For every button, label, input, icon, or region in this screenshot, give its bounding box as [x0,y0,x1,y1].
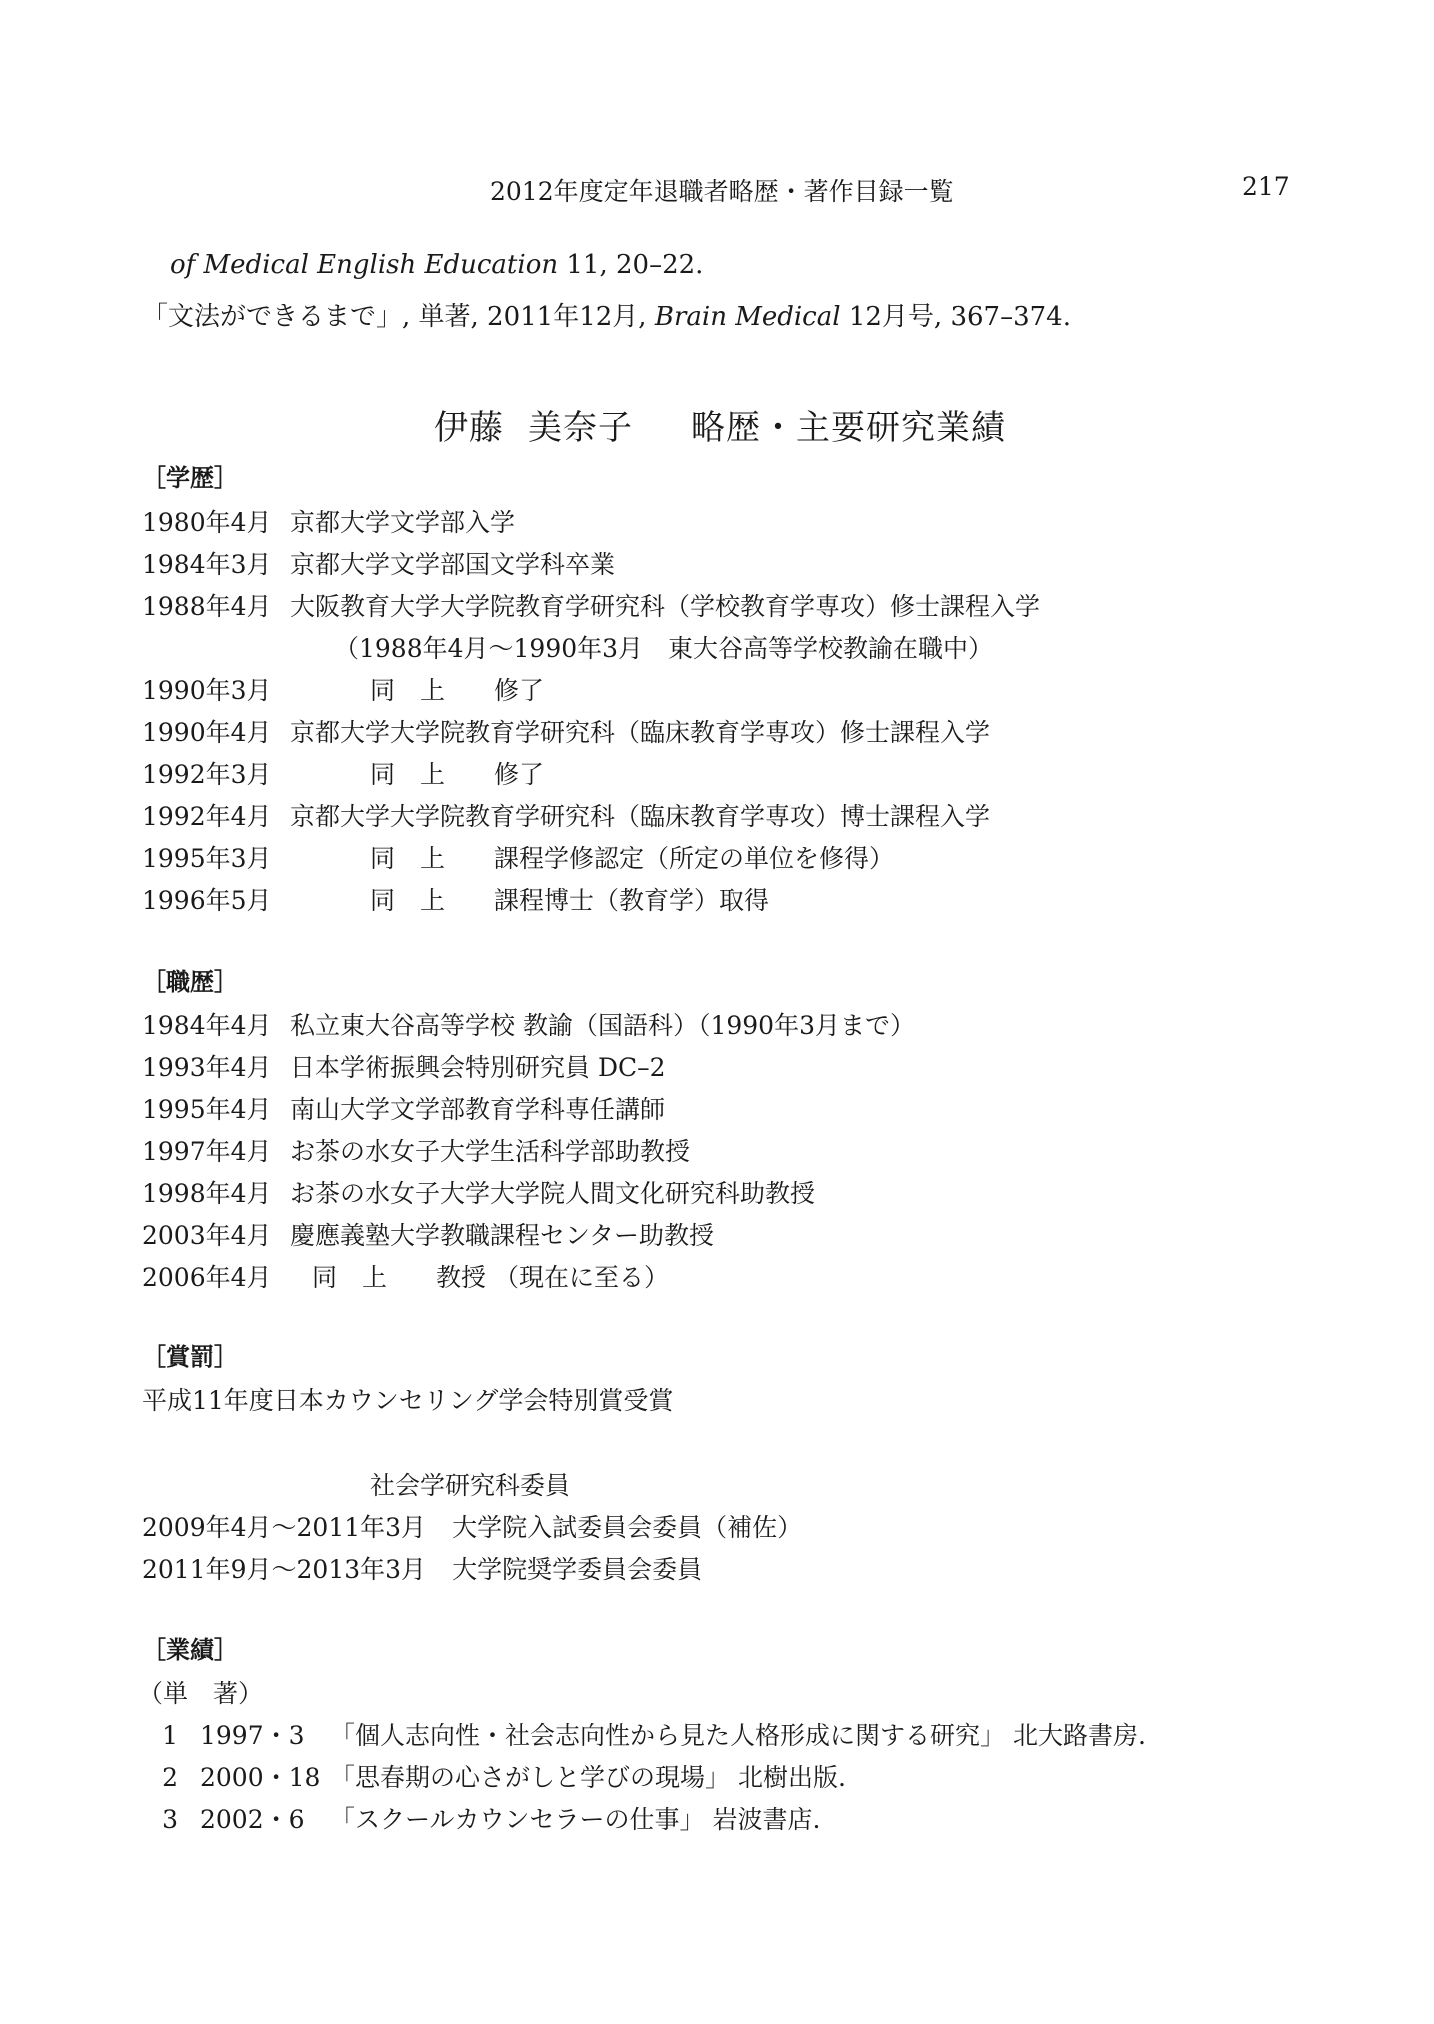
award-line: 平成11年度日本カウンセリング学会特別賞受賞 [142,1386,674,1415]
education-row [142,839,894,875]
row-date: 1992年3月 [142,760,272,789]
career-row [142,1048,666,1084]
row-date: 1998年4月 [142,1179,272,1208]
pub-text: 「スクールカウンセラーの仕事」 岩波書店. [330,1805,821,1834]
row-same: 同 上 [370,844,446,873]
pub-year: 2002・6 [200,1805,305,1834]
row-same: 同 上 [370,760,446,789]
row-text: 大学院入試委員会委員（補佐） [452,1513,803,1542]
education-row [142,755,544,791]
row-date: 1996年5月 [142,886,272,915]
row-text: 私立東大谷高等学校 教諭（国語科）（1990年3月まで） [290,1011,915,1040]
committee-row [142,1550,702,1586]
pub-number: 3 [162,1805,178,1834]
pub-number: 1 [162,1721,178,1750]
journal-title: of Medical English Education [170,250,559,280]
publication-item [138,1800,820,1836]
publication-item [138,1758,846,1794]
row-date: 1993年4月 [142,1053,272,1082]
work-entry-pre: 「文法ができるまで」, 単著, 2011年12月, [142,302,655,332]
row-date: 2011年9月～2013年3月 [142,1555,427,1584]
journal-title-2: Brain Medical [654,302,841,332]
row-text: 大学院奨学委員会委員 [452,1555,703,1584]
pub-year: 1997・3 [200,1721,305,1750]
row-date: 1990年4月 [142,718,272,747]
row-same: 同 上 [370,676,446,705]
journal-citation: 11, 20–22. [558,250,704,280]
education-row [142,881,769,917]
section-title-career: ［職歴］ [142,968,238,996]
row-date: 1990年3月 [142,676,272,705]
education-row [142,671,544,707]
continuation-line-1 [170,250,703,280]
continuation-line-2 [142,296,1071,333]
publication-item [138,1716,1146,1752]
row-date: 1980年4月 [142,508,272,537]
education-note: （1988年4月～1990年3月 東大谷高等学校教諭在職中） [334,634,994,663]
pub-text: 「思春期の心さがしと学びの現場」 北樹出版. [330,1763,846,1792]
career-row [142,1090,665,1126]
section-title-works: ［業績］ [142,1636,238,1664]
row-date: 1984年4月 [142,1011,272,1040]
career-row [142,1174,815,1210]
row-date: 2003年4月 [142,1221,272,1250]
name-given: 美奈子 [528,408,633,448]
row-date: 2009年4月～2011年3月 [142,1513,427,1542]
row-text: お茶の水女子大学大学院人間文化研究科助教授 [290,1179,816,1208]
row-text: 京都大学文学部入学 [290,508,516,537]
committee-label: 社会学研究科委員 [370,1471,571,1500]
row-text: 京都大学大学院教育学研究科（臨床教育学専攻）修士課程入学 [290,718,991,747]
row-text: 課程学修認定（所定の単位を修得） [494,844,895,873]
row-text: 修了 [494,676,545,705]
row-text: 京都大学文学部国文学科卒業 [290,550,616,579]
row-same: 同 上 [312,1263,388,1292]
row-text: 課程博士（教育学）取得 [494,886,770,915]
row-date: 1997年4月 [142,1137,272,1166]
section-title-awards: ［賞罰］ [142,1343,238,1371]
education-row [142,545,615,581]
row-text: 京都大学大学院教育学研究科（臨床教育学専攻）博士課程入学 [290,802,991,831]
row-text: 修了 [494,760,545,789]
row-text: お茶の水女子大学生活科学部助教授 [290,1137,691,1166]
education-row [142,713,990,749]
career-row [142,1258,669,1294]
row-date: 1992年4月 [142,802,272,831]
section-title-education: ［学歴］ [142,464,238,492]
row-text: 日本学術振興会特別研究員 DC–2 [290,1053,666,1082]
row-same: 同 上 [370,886,446,915]
heading-subtitle: 略歴・主要研究業績 [691,408,1006,448]
row-date: 1995年3月 [142,844,272,873]
works-subtitle: （単 著） [138,1679,264,1708]
row-date: 1984年3月 [142,550,272,579]
row-date: 1995年4月 [142,1095,272,1124]
row-text: 慶應義塾大学教職課程センター助教授 [290,1221,715,1250]
education-row [142,587,1040,623]
row-text: 大阪教育大学大学院教育学研究科（学校教育学専攻）修士課程入学 [290,592,1041,621]
career-row [142,1006,915,1042]
work-entry-post: 12月号, 367–374. [840,302,1071,332]
committee-row [142,1508,802,1544]
row-text: 教授 （現在に至る） [436,1263,669,1292]
education-row [142,797,990,833]
career-row [142,1132,690,1168]
page-number: 217 [1242,172,1290,201]
page-title [434,400,1006,449]
row-date: 2006年4月 [142,1263,272,1292]
row-date: 1988年4月 [142,592,272,621]
pub-year: 2000・18 [200,1763,321,1792]
running-title: 2012年度定年退職者略歴・著作目録一覧 [490,177,954,206]
career-row [142,1216,714,1252]
pub-text: 「個人志向性・社会志向性から見た人格形成に関する研究」 北大路書房. [330,1721,1146,1750]
pub-number: 2 [162,1763,178,1792]
name-family: 伊藤 [434,408,504,448]
education-row [142,503,515,539]
row-text: 南山大学文学部教育学科専任講師 [290,1095,666,1124]
